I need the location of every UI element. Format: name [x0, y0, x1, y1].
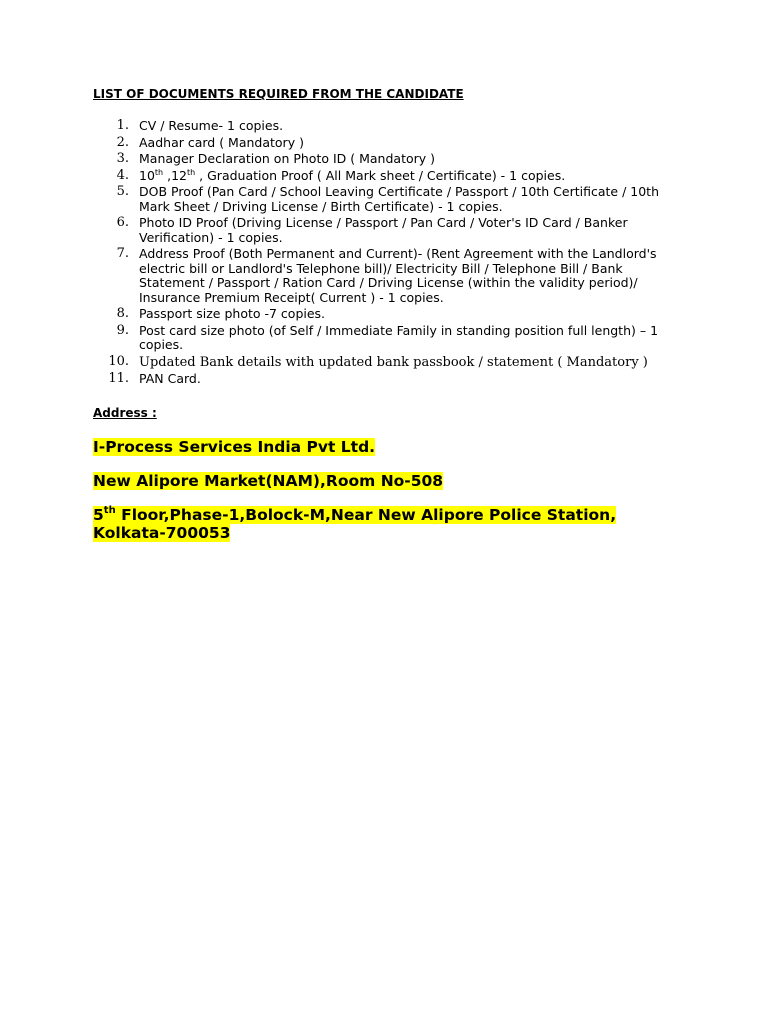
floor-superscript: th	[103, 505, 116, 516]
list-item-text: Manager Declaration on Photo ID ( Mandatory )	[139, 151, 436, 166]
list-item-text: CV / Resume- 1 copies.	[139, 118, 284, 133]
list-item	[93, 169, 673, 184]
list-number: 3.	[116, 151, 129, 166]
list-item	[93, 152, 673, 167]
grade-12-text: ,12	[163, 167, 187, 183]
address-city: Kolkata-700053	[93, 524, 231, 542]
list-item-text: Aadhar card ( Mandatory )	[139, 134, 304, 150]
list-item	[93, 324, 673, 353]
address-label: Address :	[93, 406, 157, 420]
list-number: 9.	[116, 322, 129, 338]
list-item-text: Passport size photo -7 copies.	[139, 306, 326, 321]
list-item	[93, 372, 673, 387]
list-item-text: DOB Proof (Pan Card / School Leaving Certificate / Passport / 10th Certificate / 10th Mark Sheet / Driving License / Birth Certificate) - 1 copies.	[139, 184, 659, 214]
list-item	[93, 247, 673, 305]
list-item	[93, 216, 673, 245]
list-number: 2.	[116, 134, 129, 150]
list-item	[93, 307, 673, 322]
list-number: 11.	[108, 371, 129, 386]
address-market: New Alipore Market(NAM),Room No-508	[93, 472, 444, 490]
floor-number: 5	[93, 506, 104, 524]
superscript-th: th	[186, 167, 196, 177]
superscript-th: th	[154, 167, 164, 177]
address-line-1	[93, 472, 443, 490]
list-number: 1.	[116, 118, 129, 133]
list-number: 4.	[116, 167, 129, 183]
list-number: 6.	[116, 215, 129, 230]
grade-10-text: 10	[139, 167, 155, 183]
list-number: 8.	[116, 306, 129, 321]
list-number: 7.	[116, 246, 129, 261]
graduation-proof-text: , Graduation Proof ( All Mark sheet / Certificate) - 1 copies.	[195, 167, 566, 183]
list-item-text: Address Proof (Both Permanent and Current)- (Rent Agreement with the Landlord's electric bill or Landlord's Telephone bill)/ Electricity Bill / Telephone Bill / Bank Statement / Passport / Ration Card / Driving License (within the validity period)/ Insurance Premium Receipt( Current ) - 1 copies.	[139, 246, 657, 305]
floor-details: Floor,Phase-1,Bolock-M,Near New Alipore Police Station,	[115, 506, 617, 524]
list-item-text: Post card size photo (of Self / Immediate Family in standing position full length) – 1 copies.	[139, 322, 659, 352]
address-line-2	[93, 506, 653, 542]
address-floor	[93, 506, 616, 524]
list-item-text	[139, 168, 565, 183]
list-item	[93, 355, 673, 371]
documents-list	[93, 119, 673, 389]
address-company	[93, 438, 375, 456]
list-item-text: PAN Card.	[139, 371, 201, 386]
list-number: 5.	[116, 184, 129, 199]
list-item-text: Photo ID Proof (Driving License / Passport / Pan Card / Voter's ID Card / Banker Verification) - 1 copies.	[139, 215, 628, 245]
list-item-text: Updated Bank details with updated bank passbook / statement ( Mandatory )	[139, 354, 648, 370]
list-item	[93, 136, 673, 151]
page-title: LIST OF DOCUMENTS REQUIRED FROM THE CANDIDATE	[93, 87, 464, 101]
company-name: I-Process Services India Pvt Ltd.	[93, 438, 376, 456]
list-item	[93, 119, 673, 134]
list-number: 10.	[108, 353, 129, 369]
list-item	[93, 185, 673, 214]
